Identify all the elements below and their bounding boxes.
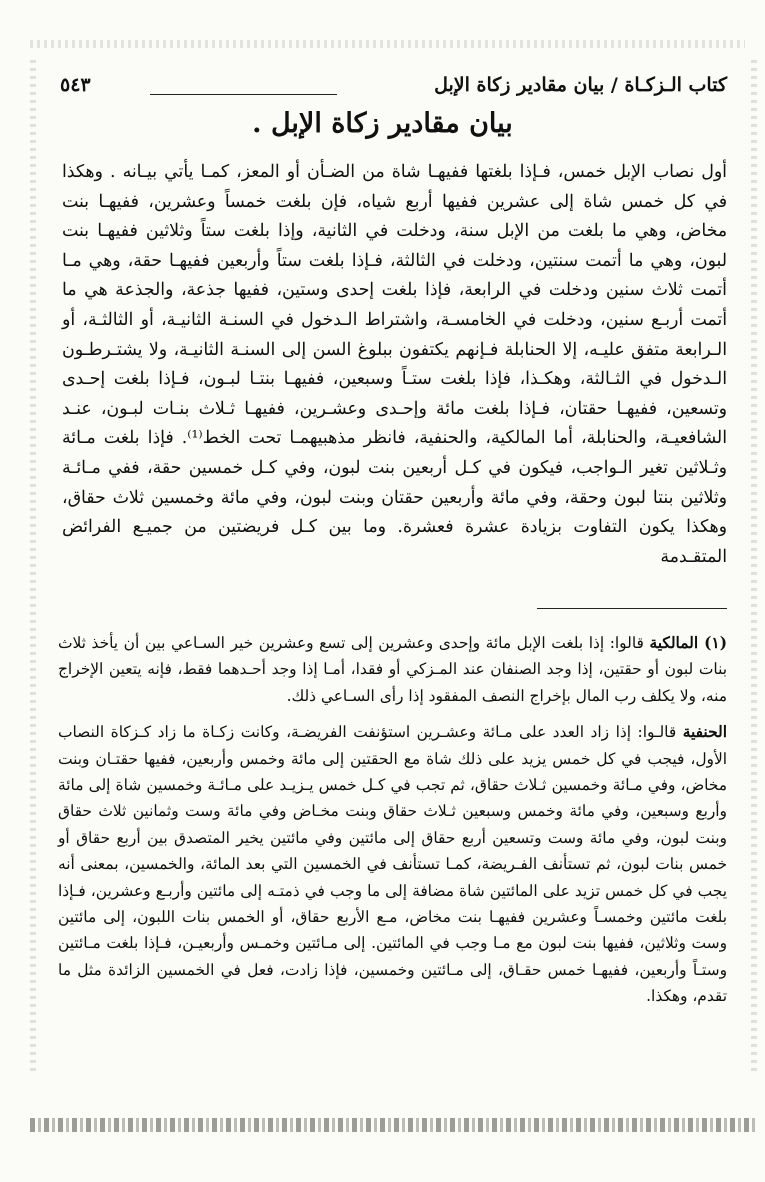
footnote-maliki-label: (١) المالكية <box>649 634 727 652</box>
footnote-hanafi-label: الحنفية <box>682 723 727 742</box>
header-rule <box>150 94 337 95</box>
page-header <box>60 68 727 108</box>
page-number: ٥٤٣ <box>60 74 91 96</box>
running-title: كتاب الـزكـاة / بيان مقادير زكاة الإبل <box>434 74 727 96</box>
left-margin-ornament <box>30 60 36 1072</box>
footnote-hanafi-text: قالـوا: إذا زاد العدد على مـائة وعشـرين استؤنفت الفريضـة، وكانت زكـاة ما زاد كـزكاة النصاب الأول، فيجب في كل خمس يزيد على ذلك شاة مع الحقتين إلى مائة وخمس وأربعين، ففيها حقتـان وبنت مخاض، وفي مـائة وخمسين ثـلاث حقاق، ثم تجب في كـل خمس يـزيـد على مـائـة وخمسين شاة إلى مائة وأربع وسبعين، وفي مائة وخمس وسبعين ثـلاث حقاق وبنت مخـاض وفي مائة وست وثمانين ثلاث حقاق وبنت لبون، وفي مائة وست وتسعين أربع حقاق إلى مائتين وفي مائتين يخير المتصدق بين أربع حقاق أو خمس بنات لبون، ثم تستأنف الفـريضة، كمـا تستأنف في الخمسين التي بعد المائة، والخمسين، بمعنى أنه يجب في كل خمس تزيد على المائتين شاة مضافة إلى ما وجب في ذمتـه إلى مائتين وأربـع وعشرين، فـإذا بلغت مائتين وخمسـاً وعشرين ففيهـا بنت مخاض، مـع الأربع حقاق، أو الخمس بنات اللبون، إلى مائتين وست وثلاثين، ففيها بنت لبون مع مـا وجب في المائتين. إلى مـائتين وخمـس وأربعيـن، فـإذا بلغت مـائتين وستـاً وأربعين، ففيهـا خمس حقـاق، إلى مـائتين وخمسين، فإذا زادت، فعل في الخمسين الزائدة مثل ما تقدم، وهكذا. <box>58 723 727 1006</box>
footnote-rule <box>537 608 727 609</box>
section-title: بيان مقادير زكاة الإبل . <box>252 108 513 139</box>
top-ornament <box>30 40 745 48</box>
footnotes <box>58 630 727 1020</box>
footnote-maliki <box>58 630 727 709</box>
footnote-maliki-text: قالوا: إذا بلغت الإبل مائة وإحدى وعشرين إلى تسع وعشرين خير السـاعي بين أن يأخذ ثلاث بنات لبون أو حقتين، إذا وجد الصنفان عند المـزكي أو فقدا، أمـا إذا وجد أحـدهما فقط، فإنه يتعين الإخراج منه، ولا يكلف رب المال بإخراج النصف المفقود إذا رأى السـاعي ذلك. <box>58 634 727 705</box>
main-text <box>62 158 727 572</box>
body-paragraph: أول نصاب الإبل خمس، فـإذا بلغتها ففيهـا شاة من الضـأن أو المعز، كمـا يأتي بيـانه . وهكذا في كل خمس شاة إلى عشرين ففيها أربع شياه، فإن بلغت خمساً وعشرين، ففيهـا بنت مخاض، وهي ما بلغت من الإبل سنة، ودخلت في الثانية، وإذا بلغت ستاً وثلاثين ففيهـا بنت لبون، وهي ما أتمت سنتين، ودخلت في الثالثة، فـإذا بلغت ستاً وأربعين ففيهـا حقة، وهي مـا أتمت ثلاث سنين ودخلت في الرابعة، فإذا بلغت إحدى وستين، ففيها جذعة، والجذعة هي ما أتمت أربـع سنين، ودخلت في الخامسـة، واشتراط الـدخول في السنـة الثانيـة، أو الثالثـة، أو الـرابعة متفق عليـه، إلا الحنابلة فـإنهم يكتفون ببلوغ السن إلى السنـة الثانيـة، ولا يشتـرطـون الـدخول في الثـالثة، وهكـذا، فإذا بلغت ستـاً وسبعين، ففيهـا بنتـا لبـون، فـإذا بلغت إحـدى وتسعين، ففيهـا حقتان، فـإذا بلغت مائة وإحـدى وعشـرين، ففيهـا ثـلاث بنـات لبـون، عنـد الشافعيـة، والحنابلة، أما المالكية، والحنفية، فانظر مذهبيهمـا تحت الخط⁽¹⁾. فإذا بلغت مـائة وثـلاثين تغير الـواجب، فيكون في كـل أربعين بنت لبون، وفي كـل خمسين حقة، ففي مـائـة وثلاثين بنتا لبون وحقة، وفي مائة وأربعين حقتان وبنت لبون، وفي مائة وخمسين ثلاث حقاق، وهكذا يكون التفاوت بزيادة عشرة فعشرة. وما بين كـل فريضتين من جميـع الفرائض المتقـدمة <box>62 162 727 567</box>
bottom-ornament <box>30 1118 755 1132</box>
right-margin-ornament <box>751 60 757 1072</box>
footnote-hanafi <box>58 719 727 1009</box>
